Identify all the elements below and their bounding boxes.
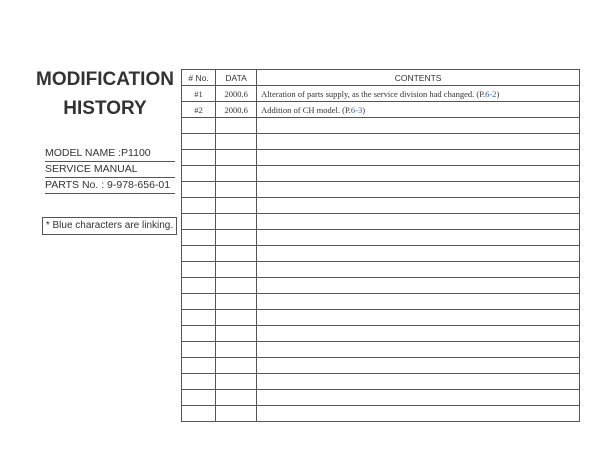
parts-number-label: PARTS No. : 9-978-656-01 — [45, 178, 175, 194]
empty-cell — [182, 134, 216, 150]
empty-cell — [216, 278, 257, 294]
empty-cell — [182, 166, 216, 182]
row-number: #2 — [182, 102, 216, 118]
empty-cell — [257, 166, 580, 182]
model-name-label: MODEL NAME :P1100 — [45, 146, 175, 162]
empty-cell — [257, 358, 580, 374]
table-header-row — [182, 70, 580, 86]
empty-cell — [182, 278, 216, 294]
empty-cell — [216, 198, 257, 214]
empty-table-row — [182, 198, 580, 214]
empty-cell — [216, 294, 257, 310]
empty-cell — [257, 310, 580, 326]
empty-cell — [182, 118, 216, 134]
empty-cell — [216, 134, 257, 150]
empty-table-row — [182, 358, 580, 374]
empty-cell — [216, 230, 257, 246]
row-contents-suffix: ) — [362, 104, 366, 115]
page-link[interactable]: 6-3 — [350, 104, 363, 115]
empty-cell — [182, 150, 216, 166]
empty-table-row — [182, 374, 580, 390]
empty-cell — [257, 294, 580, 310]
row-number: #1 — [182, 86, 216, 102]
link-note-box: * Blue characters are linking. — [42, 217, 177, 235]
row-contents-text: Addition of CH model. (P. — [261, 104, 351, 115]
empty-table-row — [182, 150, 580, 166]
empty-cell — [216, 406, 257, 422]
empty-table-row — [182, 326, 580, 342]
row-date: 2000.6 — [216, 102, 257, 118]
row-contents-suffix: ) — [496, 88, 500, 99]
empty-cell — [216, 262, 257, 278]
empty-cell — [182, 246, 216, 262]
empty-cell — [182, 406, 216, 422]
empty-cell — [257, 198, 580, 214]
empty-cell — [182, 230, 216, 246]
row-contents-text: Alteration of parts supply, as the service division had changed. (P. — [261, 88, 486, 99]
header-contents: CONTENTS — [257, 70, 580, 86]
empty-table-row — [182, 342, 580, 358]
empty-table-row — [182, 118, 580, 134]
empty-table-row — [182, 246, 580, 262]
manual-type-label: SERVICE MANUAL — [45, 162, 175, 178]
empty-cell — [216, 326, 257, 342]
empty-cell — [182, 326, 216, 342]
page-link[interactable]: 6-2 — [485, 88, 497, 99]
empty-cell — [182, 358, 216, 374]
empty-cell — [257, 246, 580, 262]
empty-cell — [182, 294, 216, 310]
empty-cell — [216, 118, 257, 134]
empty-cell — [182, 374, 216, 390]
empty-cell — [257, 326, 580, 342]
page-title-line-2: HISTORY — [63, 98, 147, 119]
empty-cell — [216, 390, 257, 406]
empty-table-row — [182, 182, 580, 198]
empty-cell — [182, 198, 216, 214]
empty-cell — [257, 134, 580, 150]
empty-cell — [216, 310, 257, 326]
table-row — [182, 102, 580, 118]
empty-cell — [182, 390, 216, 406]
empty-table-row — [182, 262, 580, 278]
empty-cell — [216, 246, 257, 262]
modification-history-table — [181, 69, 580, 422]
empty-cell — [216, 358, 257, 374]
empty-table-row — [182, 166, 580, 182]
empty-table-row — [182, 390, 580, 406]
page-title-line-1: MODIFICATION — [36, 69, 174, 90]
empty-cell — [182, 342, 216, 358]
table-body — [182, 86, 580, 422]
empty-cell — [257, 390, 580, 406]
header-number: # No. — [182, 70, 216, 86]
empty-cell — [216, 342, 257, 358]
table-row — [182, 86, 580, 102]
empty-cell — [257, 150, 580, 166]
empty-cell — [257, 278, 580, 294]
empty-cell — [182, 310, 216, 326]
empty-cell — [257, 262, 580, 278]
empty-cell — [216, 150, 257, 166]
empty-cell — [216, 166, 257, 182]
empty-cell — [257, 342, 580, 358]
row-date: 2000.6 — [216, 86, 257, 102]
empty-table-row — [182, 214, 580, 230]
empty-table-row — [182, 134, 580, 150]
empty-cell — [216, 214, 257, 230]
empty-cell — [182, 262, 216, 278]
empty-cell — [216, 182, 257, 198]
empty-cell — [257, 230, 580, 246]
header-date: DATA — [216, 70, 257, 86]
empty-table-row — [182, 294, 580, 310]
empty-table-row — [182, 406, 580, 422]
row-contents — [257, 86, 580, 102]
row-contents — [257, 102, 580, 118]
empty-table-row — [182, 230, 580, 246]
empty-cell — [257, 214, 580, 230]
empty-cell — [257, 118, 580, 134]
empty-table-row — [182, 278, 580, 294]
empty-cell — [257, 406, 580, 422]
empty-cell — [257, 374, 580, 390]
empty-cell — [182, 214, 216, 230]
empty-cell — [257, 182, 580, 198]
empty-cell — [216, 374, 257, 390]
empty-cell — [182, 182, 216, 198]
empty-table-row — [182, 310, 580, 326]
